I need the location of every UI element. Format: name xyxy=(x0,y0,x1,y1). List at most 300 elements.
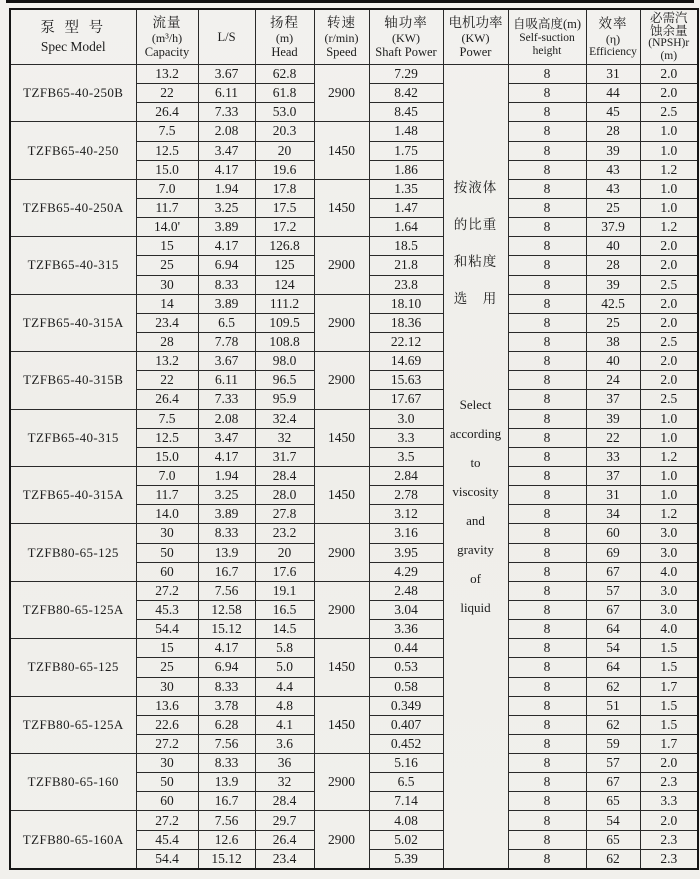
capacity-cell: 28 xyxy=(136,332,198,351)
efficiency-cell: 38 xyxy=(586,332,640,351)
efficiency-cell: 22 xyxy=(586,428,640,447)
table-row xyxy=(10,179,698,198)
shaft-power-cell: 3.04 xyxy=(369,600,443,619)
head-cell: 3.6 xyxy=(255,734,314,753)
power-note-line-en: Select xyxy=(459,397,492,412)
ls-cell: 3.25 xyxy=(198,486,255,505)
efficiency-cell: 45 xyxy=(586,103,640,122)
npsh-cell: 2.0 xyxy=(640,294,698,313)
capacity-cell: 12.5 xyxy=(136,428,198,447)
shaft-power-cell: 2.48 xyxy=(369,581,443,600)
npsh-cell: 2.0 xyxy=(640,371,698,390)
power-note-line-en: and xyxy=(466,513,485,528)
ls-cell: 16.7 xyxy=(198,792,255,811)
power-note-line-zh: 和粘度 xyxy=(453,254,498,269)
table-row xyxy=(10,524,698,543)
shaft-power-cell: 0.44 xyxy=(369,639,443,658)
power-note-line-en: viscosity xyxy=(452,484,499,499)
shaft-power-cell: 18.10 xyxy=(369,294,443,313)
npsh-cell: 2.0 xyxy=(640,754,698,773)
capacity-cell: 13.2 xyxy=(136,352,198,371)
head-cell: 53.0 xyxy=(255,103,314,122)
table-row xyxy=(10,466,698,485)
efficiency-cell: 33 xyxy=(586,447,640,466)
self-suction-cell: 8 xyxy=(508,256,586,275)
head-cell: 14.5 xyxy=(255,620,314,639)
table-row xyxy=(10,122,698,141)
capacity-cell: 27.2 xyxy=(136,811,198,830)
efficiency-cell: 57 xyxy=(586,754,640,773)
capacity-cell: 7.5 xyxy=(136,409,198,428)
capacity-cell: 54.4 xyxy=(136,620,198,639)
shaft-power-cell: 22.12 xyxy=(369,332,443,351)
header-spec-model-zh: 泵 型 号 xyxy=(40,20,107,36)
header-speed-unit: (r/min) xyxy=(324,30,359,45)
capacity-cell: 22 xyxy=(136,84,198,103)
head-cell: 61.8 xyxy=(255,84,314,103)
shaft-power-cell: 2.84 xyxy=(369,466,443,485)
shaft-power-cell: 6.5 xyxy=(369,773,443,792)
head-cell: 20.3 xyxy=(255,122,314,141)
head-cell: 62.8 xyxy=(255,65,314,84)
efficiency-cell: 25 xyxy=(586,313,640,332)
self-suction-cell: 8 xyxy=(508,198,586,217)
motor-power-note-cell xyxy=(443,65,508,870)
self-suction-cell: 8 xyxy=(508,65,586,84)
self-suction-cell: 8 xyxy=(508,237,586,256)
ls-cell: 2.08 xyxy=(198,122,255,141)
efficiency-cell: 37.9 xyxy=(586,218,640,237)
self-suction-cell: 8 xyxy=(508,830,586,849)
head-cell: 4.8 xyxy=(255,696,314,715)
ls-cell: 3.47 xyxy=(198,428,255,447)
efficiency-cell: 39 xyxy=(586,275,640,294)
capacity-cell: 60 xyxy=(136,562,198,581)
self-suction-cell: 8 xyxy=(508,332,586,351)
shaft-power-cell: 4.08 xyxy=(369,811,443,830)
shaft-power-cell: 17.67 xyxy=(369,390,443,409)
self-suction-cell: 8 xyxy=(508,275,586,294)
capacity-cell: 13.2 xyxy=(136,65,198,84)
npsh-cell: 2.0 xyxy=(640,237,698,256)
efficiency-cell: 28 xyxy=(586,122,640,141)
shaft-power-cell: 18.36 xyxy=(369,313,443,332)
ls-cell: 3.25 xyxy=(198,198,255,217)
ls-cell: 1.94 xyxy=(198,466,255,485)
ls-cell: 6.94 xyxy=(198,658,255,677)
capacity-cell: 14.0' xyxy=(136,218,198,237)
header-eff-en: Efficiency xyxy=(589,45,637,58)
ls-cell: 15.12 xyxy=(198,849,255,869)
npsh-cell: 1.0 xyxy=(640,122,698,141)
model-cell: TZFB65-40-250 xyxy=(10,122,136,179)
npsh-cell: 1.2 xyxy=(640,447,698,466)
efficiency-cell: 64 xyxy=(586,658,640,677)
npsh-cell: 2.5 xyxy=(640,103,698,122)
npsh-cell: 3.3 xyxy=(640,792,698,811)
shaft-power-cell: 3.95 xyxy=(369,543,443,562)
efficiency-cell: 44 xyxy=(586,84,640,103)
shaft-power-cell: 8.45 xyxy=(369,103,443,122)
header-suction-en2: height xyxy=(532,45,562,57)
capacity-cell: 15.0 xyxy=(136,160,198,179)
speed-cell: 1450 xyxy=(314,179,369,236)
capacity-cell: 22.6 xyxy=(136,715,198,734)
capacity-cell: 13.6 xyxy=(136,696,198,715)
table-row xyxy=(10,409,698,428)
shaft-power-cell: 3.5 xyxy=(369,447,443,466)
self-suction-cell: 8 xyxy=(508,141,586,160)
header-speed-en: Speed xyxy=(326,44,357,59)
self-suction-cell: 8 xyxy=(508,600,586,619)
npsh-cell: 1.0 xyxy=(640,141,698,160)
table-row xyxy=(10,696,698,715)
capacity-cell: 15 xyxy=(136,639,198,658)
shaft-power-cell: 7.29 xyxy=(369,65,443,84)
head-cell: 98.0 xyxy=(255,352,314,371)
header-npsh xyxy=(640,9,698,65)
header-power-unit: (KW) xyxy=(461,30,490,45)
head-cell: 19.1 xyxy=(255,581,314,600)
head-cell: 32 xyxy=(255,773,314,792)
efficiency-cell: 43 xyxy=(586,179,640,198)
head-cell: 27.8 xyxy=(255,505,314,524)
header-shaft-zh: 轴功率 xyxy=(384,14,428,30)
shaft-power-cell: 0.53 xyxy=(369,658,443,677)
header-capacity-zh: 流量 xyxy=(152,14,182,30)
header-power-zh: 电机功率 xyxy=(448,14,503,30)
top-rule-divider xyxy=(6,0,694,3)
speed-cell: 2900 xyxy=(314,811,369,869)
capacity-cell: 30 xyxy=(136,677,198,696)
ls-cell: 7.33 xyxy=(198,103,255,122)
model-cell: TZFB65-40-315 xyxy=(10,409,136,466)
head-cell: 32.4 xyxy=(255,409,314,428)
speed-cell: 1450 xyxy=(314,639,369,696)
shaft-power-cell: 4.29 xyxy=(369,562,443,581)
speed-cell: 2900 xyxy=(314,65,369,122)
head-cell: 26.4 xyxy=(255,830,314,849)
self-suction-cell: 8 xyxy=(508,543,586,562)
power-selection-note xyxy=(444,65,508,622)
shaft-power-cell: 5.02 xyxy=(369,830,443,849)
efficiency-cell: 37 xyxy=(586,466,640,485)
self-suction-cell: 8 xyxy=(508,466,586,485)
speed-cell: 2900 xyxy=(314,352,369,409)
self-suction-cell: 8 xyxy=(508,352,586,371)
capacity-cell: 15.0 xyxy=(136,447,198,466)
npsh-cell: 2.0 xyxy=(640,65,698,84)
npsh-cell: 1.5 xyxy=(640,639,698,658)
npsh-cell: 2.3 xyxy=(640,849,698,869)
header-npsh-unit2: (m) xyxy=(660,49,678,62)
ls-cell: 6.5 xyxy=(198,313,255,332)
npsh-cell: 1.0 xyxy=(640,179,698,198)
efficiency-cell: 24 xyxy=(586,371,640,390)
npsh-cell: 1.5 xyxy=(640,696,698,715)
model-cell: TZFB65-40-315B xyxy=(10,352,136,409)
speed-cell: 1450 xyxy=(314,466,369,523)
power-note-line-en: according xyxy=(449,426,502,441)
capacity-cell: 45.3 xyxy=(136,600,198,619)
shaft-power-cell: 5.16 xyxy=(369,754,443,773)
shaft-power-cell: 1.47 xyxy=(369,198,443,217)
self-suction-cell: 8 xyxy=(508,447,586,466)
shaft-power-cell: 5.39 xyxy=(369,849,443,869)
table-row xyxy=(10,294,698,313)
head-cell: 31.7 xyxy=(255,447,314,466)
self-suction-cell: 8 xyxy=(508,581,586,600)
ls-cell: 4.17 xyxy=(198,160,255,179)
efficiency-cell: 65 xyxy=(586,830,640,849)
header-eff-unit: (η) xyxy=(605,31,621,46)
capacity-cell: 27.2 xyxy=(136,581,198,600)
capacity-cell: 50 xyxy=(136,773,198,792)
shaft-power-cell: 1.75 xyxy=(369,141,443,160)
npsh-cell: 1.0 xyxy=(640,409,698,428)
self-suction-cell: 8 xyxy=(508,696,586,715)
ls-cell: 2.08 xyxy=(198,409,255,428)
shaft-power-cell: 1.86 xyxy=(369,160,443,179)
ls-cell: 12.6 xyxy=(198,830,255,849)
header-efficiency xyxy=(586,9,640,65)
ls-cell: 7.33 xyxy=(198,390,255,409)
npsh-cell: 2.0 xyxy=(640,313,698,332)
header-spec-model-en: Spec Model xyxy=(40,39,106,54)
self-suction-cell: 8 xyxy=(508,313,586,332)
efficiency-cell: 34 xyxy=(586,505,640,524)
speed-cell: 2900 xyxy=(314,754,369,811)
capacity-cell: 23.4 xyxy=(136,313,198,332)
self-suction-cell: 8 xyxy=(508,103,586,122)
head-cell: 20 xyxy=(255,141,314,160)
shaft-power-cell: 7.14 xyxy=(369,792,443,811)
self-suction-cell: 8 xyxy=(508,773,586,792)
shaft-power-cell: 23.8 xyxy=(369,275,443,294)
capacity-cell: 15 xyxy=(136,237,198,256)
header-ls-label: L/S xyxy=(217,29,236,44)
npsh-cell: 2.3 xyxy=(640,773,698,792)
capacity-cell: 26.4 xyxy=(136,103,198,122)
shaft-power-cell: 15.63 xyxy=(369,371,443,390)
shaft-power-cell: 3.36 xyxy=(369,620,443,639)
ls-cell: 7.56 xyxy=(198,734,255,753)
efficiency-cell: 40 xyxy=(586,352,640,371)
capacity-cell: 60 xyxy=(136,792,198,811)
model-cell: TZFB65-40-315A xyxy=(10,294,136,351)
capacity-cell: 7.0 xyxy=(136,179,198,198)
header-speed-zh: 转速 xyxy=(327,14,356,30)
ls-cell: 3.89 xyxy=(198,294,255,313)
head-cell: 5.0 xyxy=(255,658,314,677)
ls-cell: 7.56 xyxy=(198,581,255,600)
capacity-cell: 54.4 xyxy=(136,849,198,869)
header-capacity-unit: (m³/h) xyxy=(151,30,183,45)
head-cell: 109.5 xyxy=(255,313,314,332)
npsh-cell: 3.0 xyxy=(640,600,698,619)
header-shaft-en: Shaft Power xyxy=(375,44,437,59)
head-cell: 28.4 xyxy=(255,466,314,485)
shaft-power-cell: 2.78 xyxy=(369,486,443,505)
npsh-cell: 1.2 xyxy=(640,160,698,179)
ls-cell: 12.58 xyxy=(198,600,255,619)
capacity-cell: 11.7 xyxy=(136,198,198,217)
ls-cell: 3.78 xyxy=(198,696,255,715)
shaft-power-cell: 8.42 xyxy=(369,84,443,103)
capacity-cell: 30 xyxy=(136,754,198,773)
head-cell: 17.5 xyxy=(255,198,314,217)
shaft-power-cell: 0.58 xyxy=(369,677,443,696)
capacity-cell: 12.5 xyxy=(136,141,198,160)
model-cell: TZFB65-40-250B xyxy=(10,65,136,122)
self-suction-cell: 8 xyxy=(508,179,586,198)
npsh-cell: 1.5 xyxy=(640,715,698,734)
ls-cell: 8.33 xyxy=(198,275,255,294)
self-suction-cell: 8 xyxy=(508,715,586,734)
speed-cell: 2900 xyxy=(314,524,369,581)
ls-cell: 4.17 xyxy=(198,447,255,466)
efficiency-cell: 67 xyxy=(586,600,640,619)
npsh-cell: 1.2 xyxy=(640,505,698,524)
shaft-power-cell: 1.35 xyxy=(369,179,443,198)
model-cell: TZFB80-65-125 xyxy=(10,639,136,696)
capacity-cell: 7.0 xyxy=(136,466,198,485)
power-note-line-en: liquid xyxy=(460,600,491,615)
table-row xyxy=(10,754,698,773)
shaft-power-cell: 0.349 xyxy=(369,696,443,715)
efficiency-cell: 43 xyxy=(586,160,640,179)
model-cell: TZFB65-40-250A xyxy=(10,179,136,236)
capacity-cell: 14.0 xyxy=(136,505,198,524)
shaft-power-cell: 14.69 xyxy=(369,352,443,371)
npsh-cell: 2.5 xyxy=(640,390,698,409)
capacity-cell: 27.2 xyxy=(136,734,198,753)
ls-cell: 8.33 xyxy=(198,677,255,696)
capacity-cell: 14 xyxy=(136,294,198,313)
header-capacity xyxy=(136,9,198,65)
self-suction-cell: 8 xyxy=(508,658,586,677)
head-cell: 23.2 xyxy=(255,524,314,543)
table-row xyxy=(10,65,698,84)
head-cell: 4.1 xyxy=(255,715,314,734)
self-suction-cell: 8 xyxy=(508,390,586,409)
efficiency-cell: 67 xyxy=(586,562,640,581)
shaft-power-cell: 3.3 xyxy=(369,428,443,447)
efficiency-cell: 62 xyxy=(586,715,640,734)
header-head-en: Head xyxy=(271,44,298,59)
ls-cell: 3.67 xyxy=(198,352,255,371)
efficiency-cell: 37 xyxy=(586,390,640,409)
speed-cell: 2900 xyxy=(314,237,369,294)
ls-cell: 3.47 xyxy=(198,141,255,160)
ls-cell: 4.17 xyxy=(198,639,255,658)
ls-cell: 8.33 xyxy=(198,524,255,543)
efficiency-cell: 62 xyxy=(586,849,640,869)
header-power-en: Power xyxy=(459,44,492,59)
efficiency-cell: 54 xyxy=(586,639,640,658)
npsh-cell: 3.0 xyxy=(640,543,698,562)
efficiency-cell: 59 xyxy=(586,734,640,753)
efficiency-cell: 67 xyxy=(586,773,640,792)
head-cell: 36 xyxy=(255,754,314,773)
self-suction-cell: 8 xyxy=(508,486,586,505)
head-cell: 17.8 xyxy=(255,179,314,198)
capacity-cell: 25 xyxy=(136,256,198,275)
ls-cell: 3.89 xyxy=(198,218,255,237)
efficiency-cell: 42.5 xyxy=(586,294,640,313)
header-npsh-zh2: 蚀余量 xyxy=(649,23,688,38)
efficiency-cell: 69 xyxy=(586,543,640,562)
speed-cell: 1450 xyxy=(314,122,369,179)
header-spec-model xyxy=(10,9,136,65)
speed-cell: 1450 xyxy=(314,409,369,466)
efficiency-cell: 25 xyxy=(586,198,640,217)
header-head xyxy=(255,9,314,65)
head-cell: 4.4 xyxy=(255,677,314,696)
header-npsh-zh1: 必需汽 xyxy=(649,11,688,25)
ls-cell: 6.28 xyxy=(198,715,255,734)
header-self-suction xyxy=(508,9,586,65)
ls-cell: 16.7 xyxy=(198,562,255,581)
table-row xyxy=(10,581,698,600)
speed-cell: 1450 xyxy=(314,696,369,753)
shaft-power-cell: 18.5 xyxy=(369,237,443,256)
speed-cell: 2900 xyxy=(314,294,369,351)
capacity-cell: 11.7 xyxy=(136,486,198,505)
capacity-cell: 45.4 xyxy=(136,830,198,849)
model-cell: TZFB80-65-160A xyxy=(10,811,136,869)
header-speed xyxy=(314,9,369,65)
self-suction-cell: 8 xyxy=(508,371,586,390)
npsh-cell: 3.0 xyxy=(640,524,698,543)
shaft-power-cell: 1.64 xyxy=(369,218,443,237)
head-cell: 32 xyxy=(255,428,314,447)
self-suction-cell: 8 xyxy=(508,160,586,179)
head-cell: 95.9 xyxy=(255,390,314,409)
shaft-power-cell: 0.452 xyxy=(369,734,443,753)
table-row xyxy=(10,352,698,371)
self-suction-cell: 8 xyxy=(508,294,586,313)
model-cell: TZFB65-40-315 xyxy=(10,237,136,294)
capacity-cell: 30 xyxy=(136,275,198,294)
ls-cell: 3.89 xyxy=(198,505,255,524)
self-suction-cell: 8 xyxy=(508,639,586,658)
ls-cell: 6.11 xyxy=(198,84,255,103)
header-suction-en1: Self-suction xyxy=(519,32,575,44)
npsh-cell: 4.0 xyxy=(640,562,698,581)
self-suction-cell: 8 xyxy=(508,734,586,753)
table-row xyxy=(10,237,698,256)
efficiency-cell: 64 xyxy=(586,620,640,639)
npsh-cell: 2.3 xyxy=(640,830,698,849)
head-cell: 108.8 xyxy=(255,332,314,351)
efficiency-cell: 57 xyxy=(586,581,640,600)
ls-cell: 13.9 xyxy=(198,773,255,792)
npsh-cell: 3.0 xyxy=(640,581,698,600)
self-suction-cell: 8 xyxy=(508,811,586,830)
model-cell: TZFB80-65-125A xyxy=(10,581,136,638)
head-cell: 111.2 xyxy=(255,294,314,313)
shaft-power-cell: 3.16 xyxy=(369,524,443,543)
head-cell: 125 xyxy=(255,256,314,275)
ls-cell: 7.56 xyxy=(198,811,255,830)
power-note-line-en: gravity xyxy=(457,542,494,557)
shaft-power-cell: 21.8 xyxy=(369,256,443,275)
head-cell: 28.4 xyxy=(255,792,314,811)
efficiency-cell: 40 xyxy=(586,237,640,256)
self-suction-cell: 8 xyxy=(508,524,586,543)
npsh-cell: 2.5 xyxy=(640,275,698,294)
